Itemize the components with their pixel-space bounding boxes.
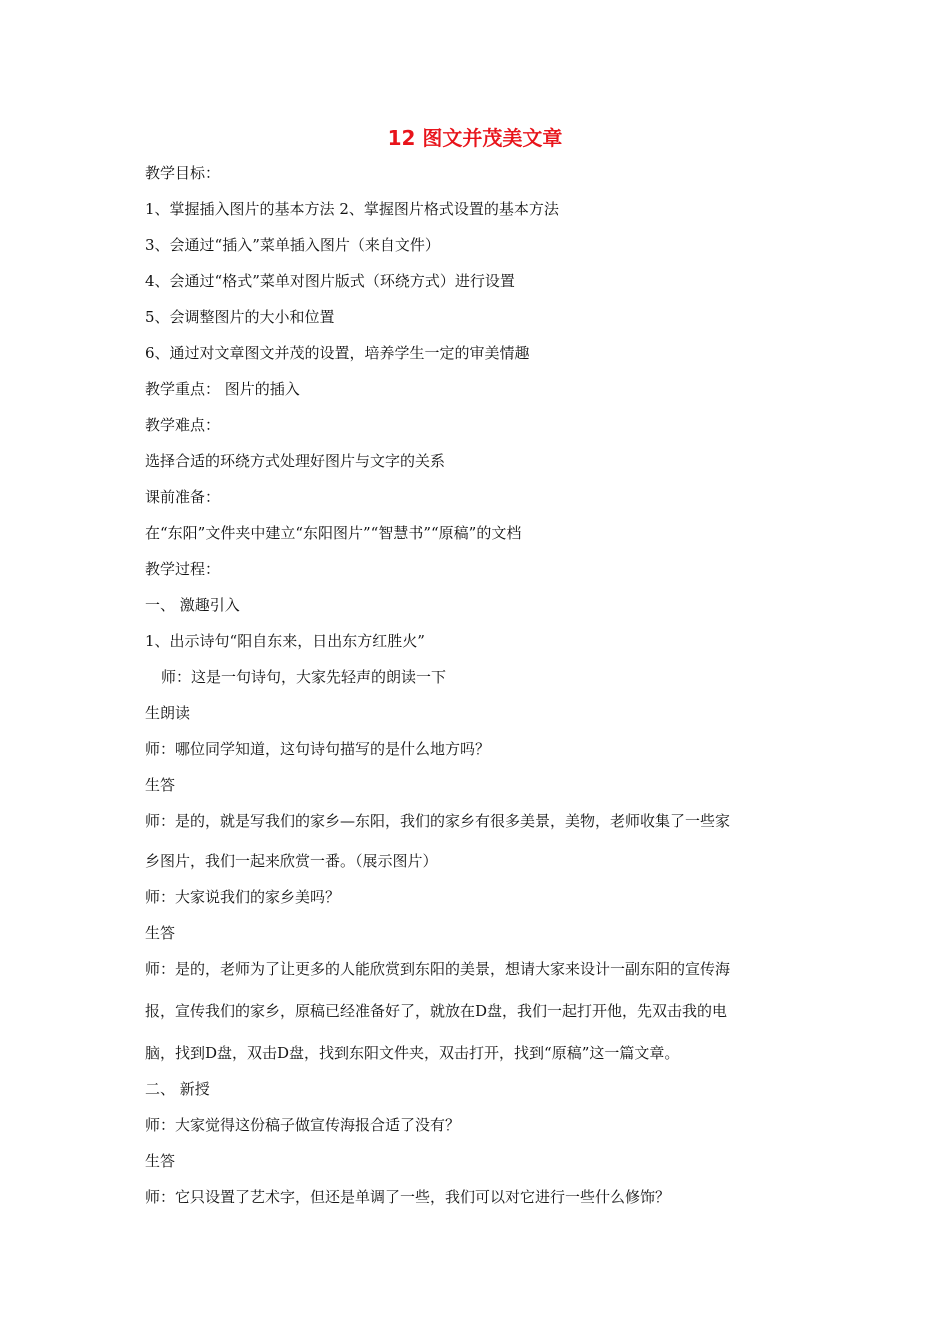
paragraph-teacher-question: 师：哪位同学知道，这句诗句描写的是什么地方吗？ — [145, 740, 491, 758]
paragraph-goal-5: 5、会调整图片的大小和位置 — [145, 308, 335, 326]
paragraph-show-poem: 1、出示诗句“阳自东来，日出东方红胜火” — [145, 632, 425, 650]
paragraph-student-answer-3: 生答 — [145, 1152, 176, 1170]
paragraph-student-answer-2: 生答 — [145, 924, 176, 942]
paragraph-teacher-beautiful: 师：大家说我们的家乡美吗？ — [145, 888, 341, 906]
paragraph-preparation-heading: 课前准备： — [145, 488, 221, 506]
document-title: 12 图文并茂美文章 — [387, 126, 563, 150]
paragraph-process-heading: 教学过程： — [145, 560, 221, 578]
paragraph-goal-1-2: 1、掌握插入图片的基本方法 2、掌握图片格式设置的基本方法 — [145, 200, 559, 218]
paragraph-teacher-suitable: 师：大家觉得这份稿子做宣传海报合适了没有？ — [145, 1116, 461, 1134]
paragraph-student-answer-1: 生答 — [145, 776, 176, 794]
paragraph-teacher-poster-2: 报，宣传我们的家乡，原稿已经准备好了，就放在D盘，我们一起打开他，先双击我的电 — [145, 1002, 728, 1020]
paragraph-preparation: 在“东阳”文件夹中建立“东阳图片”“智慧书”“原稿”的文档 — [145, 524, 522, 542]
paragraph-teacher-poster-3: 脑，找到D盘，双击D盘，找到东阳文件夹，双击打开，找到“原稿”这一篇文章。 — [145, 1044, 680, 1062]
paragraph-teacher-poster-1: 师：是的，老师为了让更多的人能欣赏到东阳的美景，想请大家来设计一副东阳的宣传海 — [145, 960, 731, 978]
section-heading-intro: 一、 激趣引入 — [145, 596, 240, 614]
paragraph-teacher-read: 师：这是一句诗句，大家先轻声的朗读一下 — [161, 668, 447, 686]
paragraph-difficulties: 选择合适的环绕方式处理好图片与文字的关系 — [145, 452, 446, 470]
paragraph-key-points: 教学重点： 图片的插入 — [145, 380, 300, 398]
paragraph-teaching-goals-heading: 教学目标： — [145, 164, 221, 182]
paragraph-goal-3: 3、会通过“插入”菜单插入图片（来自文件） — [145, 236, 440, 254]
paragraph-goal-4: 4、会通过“格式”菜单对图片版式（环绕方式）进行设置 — [145, 272, 515, 290]
paragraph-teacher-hometown-2: 乡图片，我们一起来欣赏一番。（展示图片） — [145, 852, 438, 870]
section-heading-new-lesson: 二、 新授 — [145, 1080, 210, 1098]
paragraph-student-read: 生朗读 — [145, 704, 191, 722]
paragraph-goal-6: 6、通过对文章图文并茂的设置，培养学生一定的审美情趣 — [145, 344, 530, 362]
paragraph-teacher-hometown-1: 师：是的，就是写我们的家乡—东阳，我们的家乡有很多美景，美物，老师收集了一些家 — [145, 812, 731, 830]
paragraph-teacher-decorate: 师：它只设置了艺术字，但还是单调了一些，我们可以对它进行一些什么修饰？ — [145, 1188, 671, 1206]
paragraph-difficulties-heading: 教学难点： — [145, 416, 221, 434]
